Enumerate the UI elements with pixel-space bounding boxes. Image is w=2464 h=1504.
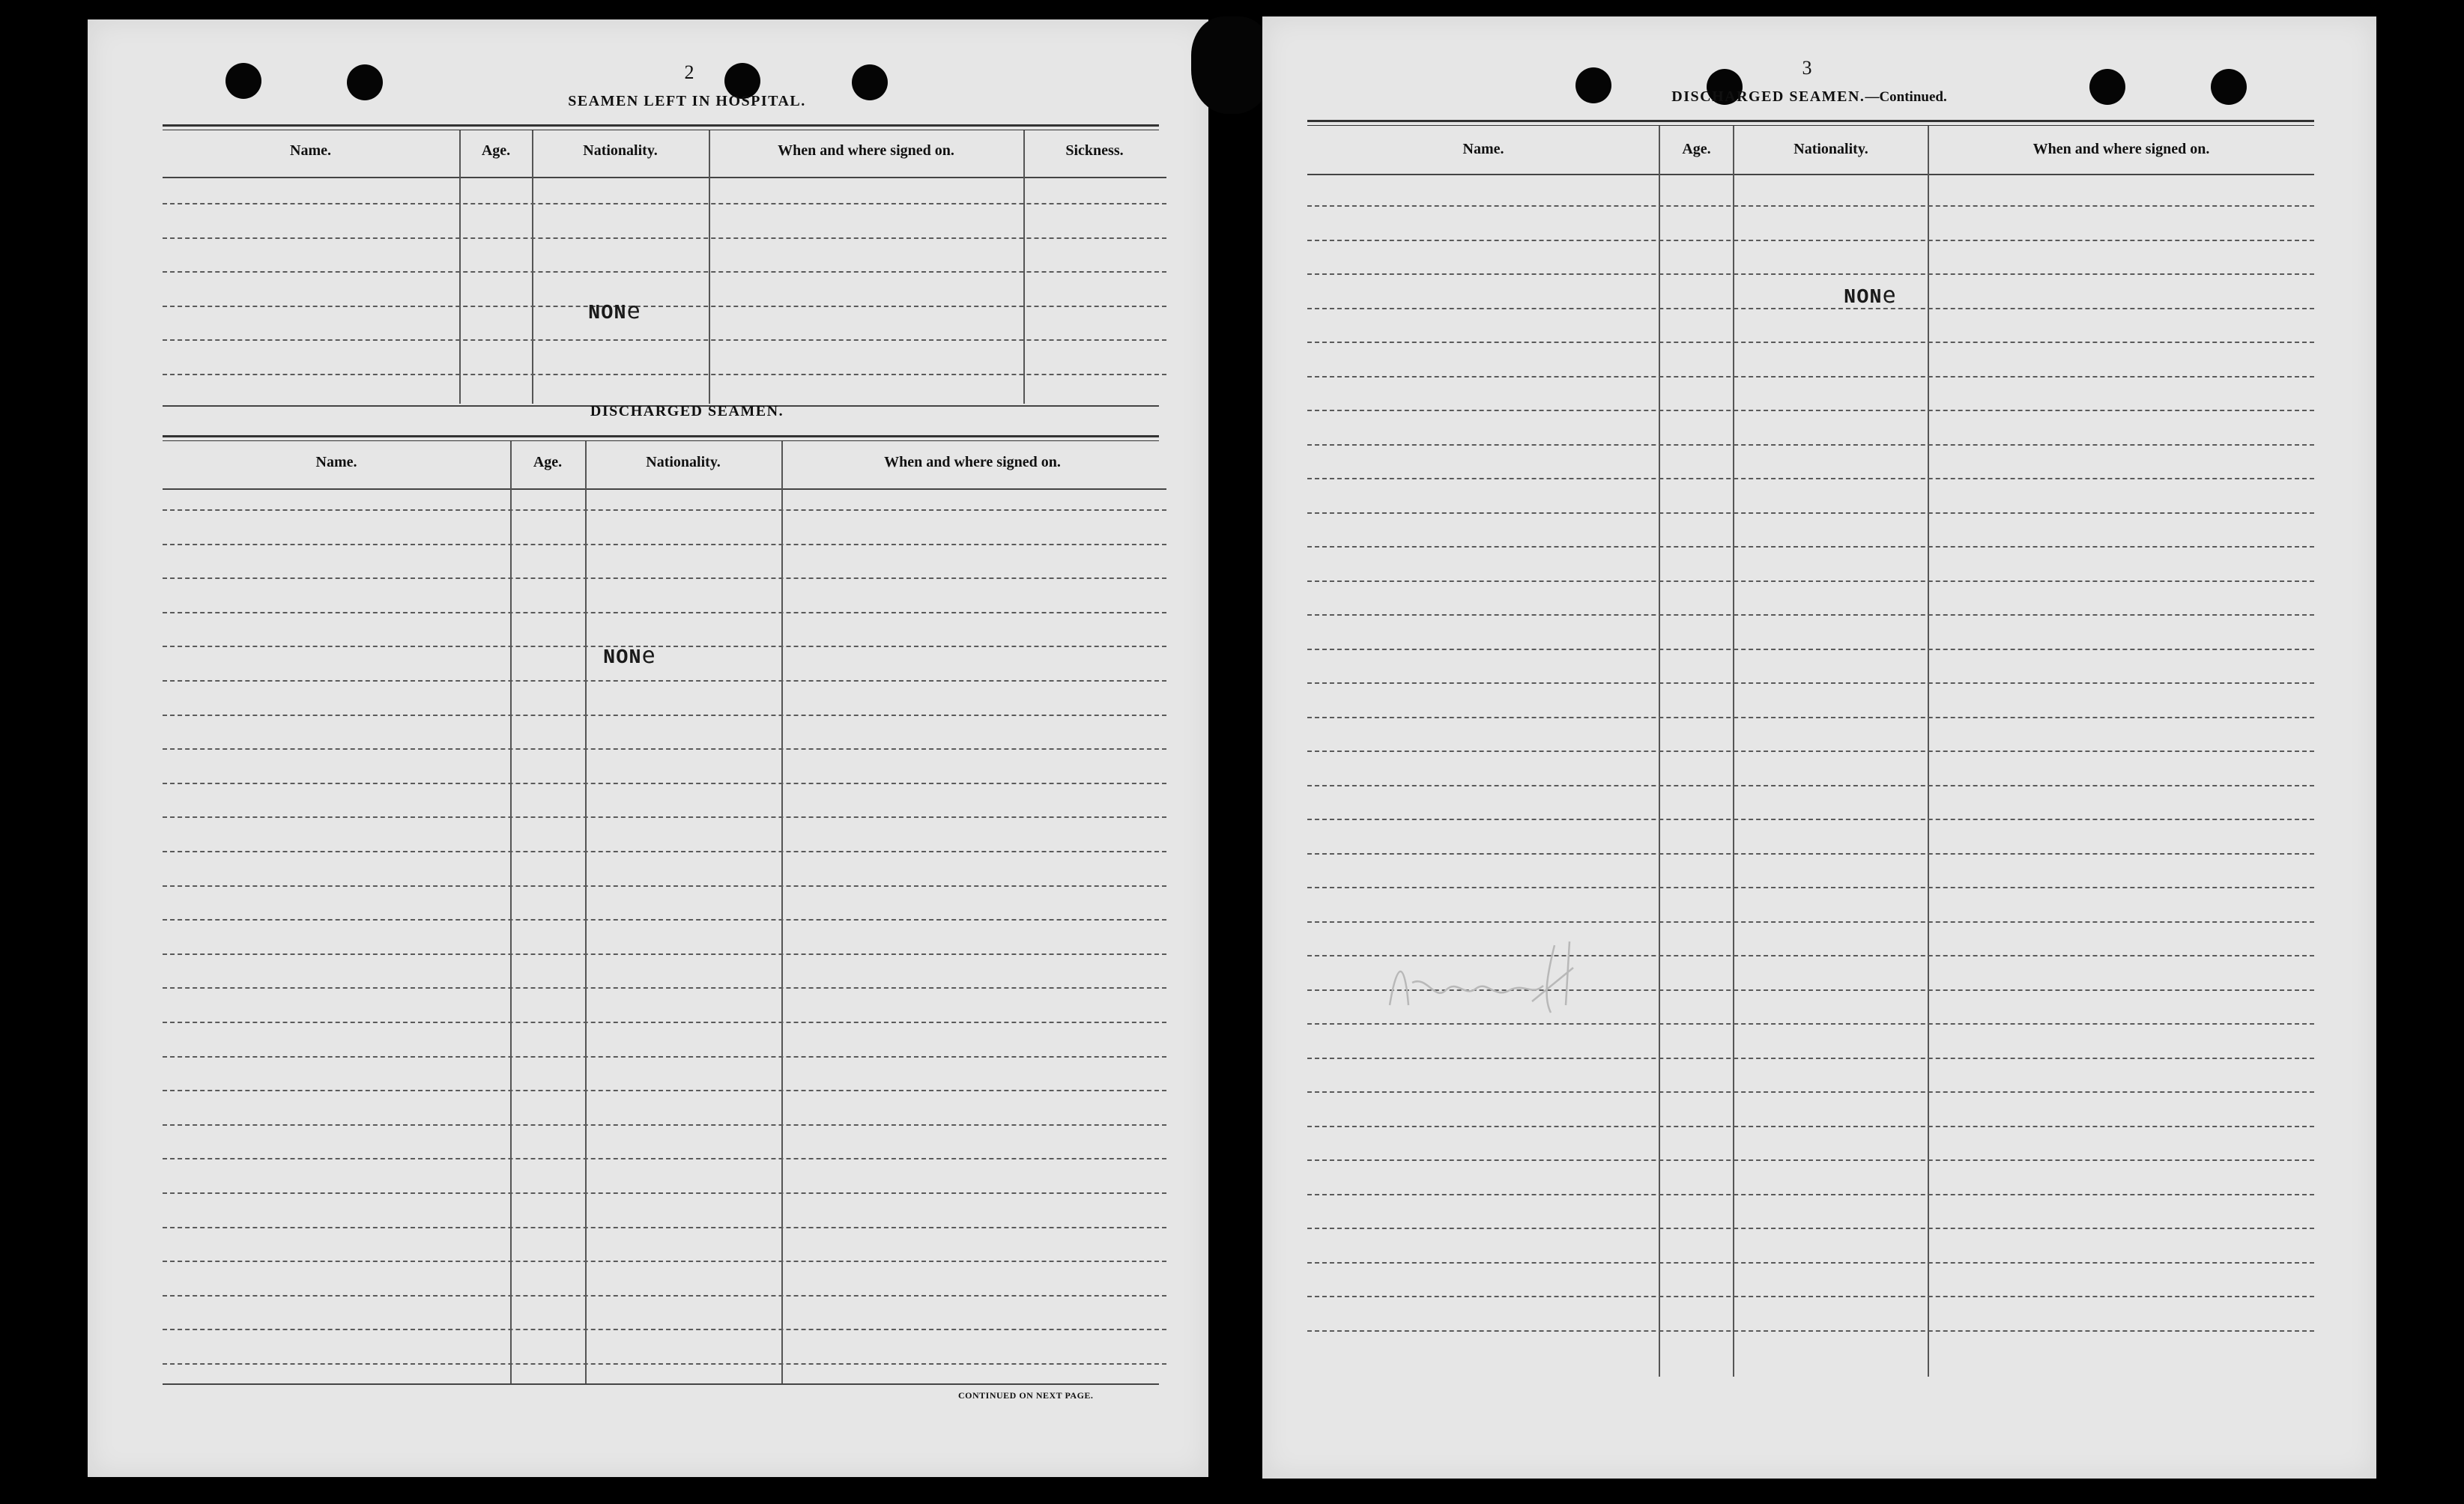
form-row-line <box>1307 240 2314 241</box>
header-rule <box>163 124 1159 130</box>
form-row-line <box>1307 1091 2314 1093</box>
column-divider <box>510 441 512 1383</box>
form-row-line <box>1307 1058 2314 1059</box>
column-header-nationality: Nationality. <box>583 142 658 159</box>
form-row-line <box>1307 342 2314 343</box>
discharged-entry: NONe <box>603 643 656 670</box>
header-underline <box>163 177 1166 178</box>
form-row-line <box>1307 1228 2314 1229</box>
page-number: 3 <box>1802 57 1812 79</box>
column-divider <box>781 441 783 1383</box>
form-row-line <box>163 237 1166 239</box>
form-row-line <box>1307 887 2314 888</box>
punch-hole-icon <box>2089 69 2125 105</box>
column-header-signed-on: When and where signed on. <box>778 142 954 159</box>
form-row-line <box>1307 1159 2314 1161</box>
column-divider <box>1023 130 1025 404</box>
form-row-line <box>163 374 1166 375</box>
header-underline <box>1307 174 2314 175</box>
punch-hole-icon <box>347 64 383 100</box>
form-row-line <box>163 544 1166 545</box>
form-row-line <box>1307 649 2314 650</box>
form-row-line <box>163 1090 1166 1091</box>
form-row-line <box>163 987 1166 989</box>
column-header-nationality: Nationality. <box>646 454 721 470</box>
form-row-line <box>1307 478 2314 479</box>
continued-footer: CONTINUED ON NEXT PAGE. <box>958 1390 1094 1401</box>
discharged-continued-title: DISCHARGED SEAMEN.—Continued. <box>1671 88 1947 105</box>
punch-hole-icon <box>225 63 261 99</box>
form-row-line <box>163 953 1166 955</box>
form-row-line <box>1307 512 2314 514</box>
form-row-line <box>1307 546 2314 548</box>
form-row-line <box>1307 717 2314 718</box>
column-divider <box>709 130 710 404</box>
column-divider <box>459 130 461 404</box>
form-row-line <box>163 783 1166 784</box>
faint-signature-icon <box>1382 930 1629 1035</box>
form-row-line <box>1307 785 2314 786</box>
form-row-line <box>1307 410 2314 411</box>
form-row-line <box>1307 614 2314 616</box>
column-header-signed-on: When and where signed on. <box>2032 141 2210 157</box>
form-row-line <box>1307 853 2314 855</box>
form-row-line <box>1307 1194 2314 1195</box>
form-row-line <box>1307 1330 2314 1332</box>
form-row-line <box>163 612 1166 613</box>
form-row-line <box>163 1192 1166 1194</box>
form-row-line <box>163 1056 1166 1058</box>
form-row-line <box>1307 819 2314 820</box>
form-row-line <box>163 748 1166 750</box>
column-header-age: Age. <box>481 142 511 159</box>
form-row-line <box>1307 580 2314 582</box>
form-row-line <box>1307 444 2314 446</box>
punch-hole-icon <box>2211 69 2247 105</box>
discharged-section-title: DISCHARGED SEAMEN. <box>590 403 784 419</box>
column-header-name: Name. <box>315 454 357 470</box>
form-row-line <box>1307 1296 2314 1297</box>
form-row-line <box>163 1329 1166 1330</box>
form-row-line <box>1307 376 2314 377</box>
form-row-line <box>1307 751 2314 752</box>
form-row-line <box>163 1261 1166 1262</box>
form-row-line <box>1307 308 2314 309</box>
binding-shadow <box>1191 16 1272 114</box>
form-row-line <box>163 885 1166 887</box>
column-header-age: Age. <box>1682 141 1711 157</box>
left-page <box>88 19 1208 1477</box>
header-underline <box>163 488 1166 490</box>
form-row-line <box>163 271 1166 273</box>
right-page <box>1262 16 2376 1479</box>
form-row-line <box>163 646 1166 647</box>
hospital-entry: NONe <box>588 298 641 325</box>
form-row-line <box>163 1295 1166 1297</box>
form-row-line <box>163 919 1166 921</box>
column-header-signed-on: When and where signed on. <box>884 454 1061 470</box>
form-row-line <box>163 1158 1166 1159</box>
form-row-line <box>163 1363 1166 1365</box>
form-row-line <box>1307 1262 2314 1264</box>
form-row-line <box>163 577 1166 579</box>
form-row-line <box>163 509 1166 511</box>
column-header-nationality: Nationality. <box>1793 141 1868 157</box>
column-header-sickness: Sickness. <box>1065 142 1124 159</box>
header-rule <box>163 435 1159 441</box>
form-row-line <box>163 1227 1166 1228</box>
column-header-name: Name. <box>290 142 331 159</box>
form-row-line <box>1307 682 2314 684</box>
discharged-continued-entry: NONe <box>1844 282 1896 309</box>
form-row-line <box>163 1124 1166 1126</box>
form-row-line <box>1307 273 2314 275</box>
form-row-line <box>163 339 1166 341</box>
column-header-age: Age. <box>533 454 563 470</box>
form-row-line <box>163 1022 1166 1023</box>
form-row-line <box>163 680 1166 682</box>
page-number: 2 <box>684 61 694 83</box>
form-row-line <box>163 851 1166 852</box>
form-row-line <box>163 715 1166 716</box>
column-divider <box>532 130 533 404</box>
column-divider <box>585 441 587 1383</box>
form-row-line <box>1307 921 2314 923</box>
form-row-line <box>1307 1126 2314 1127</box>
form-row-line <box>163 816 1166 818</box>
header-rule <box>1307 120 2314 126</box>
column-header-name: Name. <box>1462 141 1504 157</box>
discharged-table-bottom <box>163 1383 1159 1385</box>
form-row-line <box>1307 205 2314 207</box>
form-row-line <box>163 306 1166 307</box>
hospital-section-title: SEAMEN LEFT IN HOSPITAL. <box>568 93 806 109</box>
form-row-line <box>163 203 1166 204</box>
